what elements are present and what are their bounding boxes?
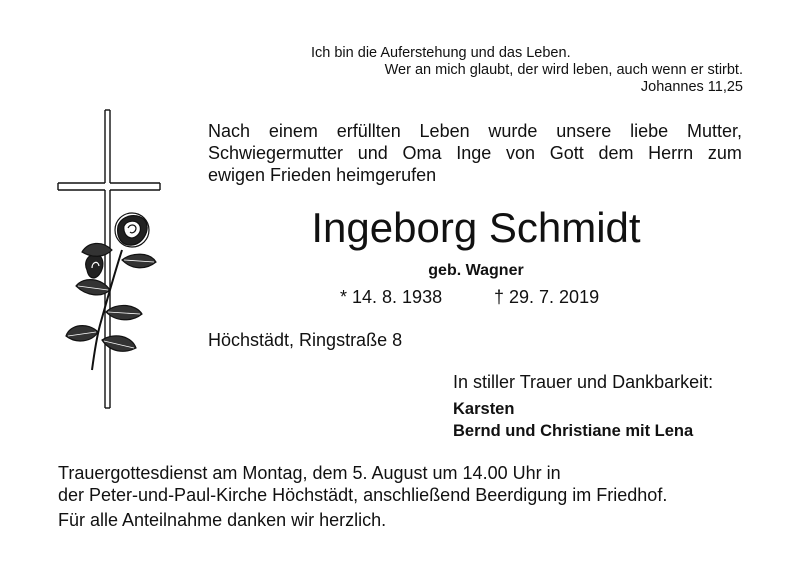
rose-icon bbox=[66, 213, 156, 370]
thanks-line: Für alle Anteilnahme danken wir herzlich. bbox=[58, 510, 387, 530]
intro-line-2 bbox=[208, 143, 742, 164]
verse-line-1: Ich bin die Auferstehung und das Leben. bbox=[311, 45, 571, 61]
maiden-name: geb. Wagner bbox=[428, 262, 524, 279]
intro-word: Gott bbox=[549, 143, 584, 163]
intro-word: zum bbox=[707, 143, 742, 163]
service-line-1: Trauergottesdienst am Montag, dem 5. August um 14.00 Uhr in bbox=[58, 463, 561, 483]
intro-word: Oma bbox=[402, 143, 442, 163]
verse-reference: Johannes 11,25 bbox=[640, 79, 743, 95]
intro-word: von bbox=[505, 143, 536, 163]
mourner-name: Karsten bbox=[453, 400, 515, 418]
intro-word: Nach bbox=[208, 121, 251, 141]
deceased-name: Ingeborg Schmidt bbox=[311, 204, 641, 251]
intro-word: Herrn bbox=[648, 143, 694, 163]
intro-word: unsere bbox=[556, 121, 612, 141]
intro-word: Inge bbox=[456, 143, 492, 163]
intro-line-1 bbox=[208, 121, 742, 142]
intro-word: liebe bbox=[630, 121, 669, 141]
intro-word: Leben bbox=[419, 121, 470, 141]
intro-word: erfüllten bbox=[336, 121, 401, 141]
verse-line-2: Wer an mich glaubt, der wird leben, auch wenn er stirbt. bbox=[384, 62, 743, 78]
mourners-heading: In stiller Trauer und Dankbarkeit: bbox=[453, 372, 714, 392]
service-line-2: der Peter-und-Paul-Kirche Höchstädt, anschließend Beerdigung im Friedhof. bbox=[58, 485, 668, 505]
intro-word: dem bbox=[598, 143, 634, 163]
address: Höchstädt, Ringstraße 8 bbox=[208, 330, 403, 350]
birth-date: * 14. 8. 1938 bbox=[340, 287, 443, 307]
death-date: † 29. 7. 2019 bbox=[494, 287, 600, 307]
intro-word: wurde bbox=[488, 121, 538, 141]
intro-word: einem bbox=[268, 121, 318, 141]
cross-with-rose-icon bbox=[52, 100, 182, 410]
intro-word: und bbox=[357, 143, 388, 163]
intro-line-3: ewigen Frieden heimgerufen bbox=[208, 165, 437, 185]
mourner-name: Bernd und Christiane mit Lena bbox=[453, 422, 694, 440]
intro-word: Schwiegermutter bbox=[208, 143, 344, 163]
intro-word: Mutter, bbox=[686, 121, 742, 141]
